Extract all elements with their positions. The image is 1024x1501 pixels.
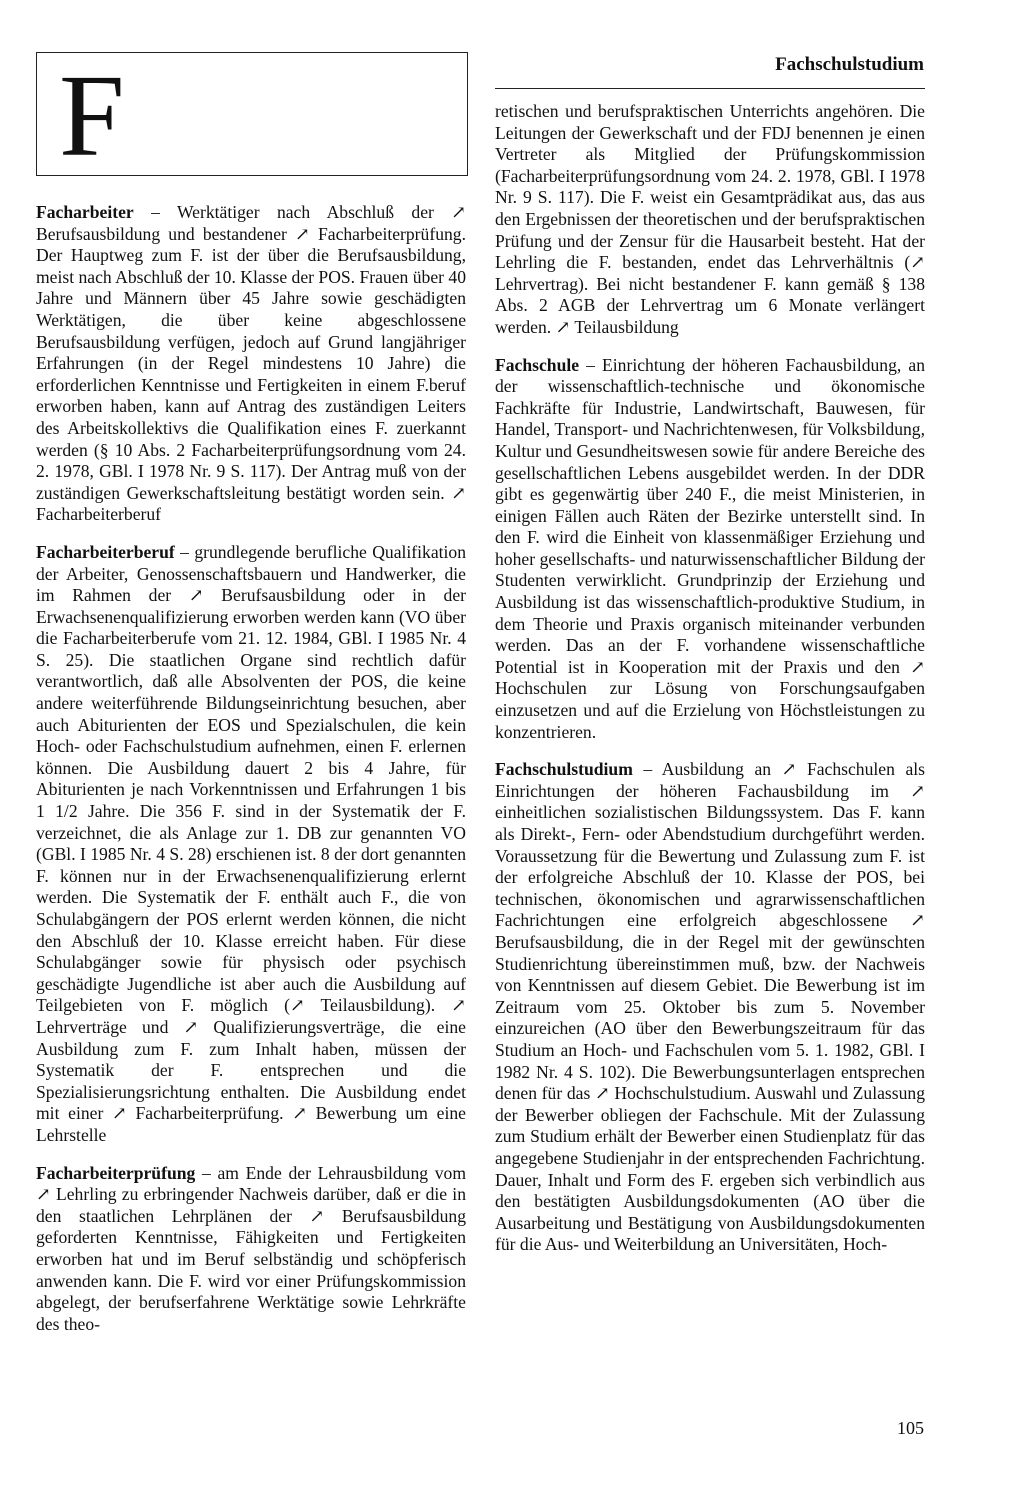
entry-fachschulstudium xyxy=(495,759,925,1256)
entry-text: retischen und berufspraktischen Unterrichts angehören. Die Leitungen der Gewerkschaft und der FDJ benennen je einen Vertreter als Mitglied der Prüfungskommission (Facharbeiterprüfungsordnung vom 24. 2. 1978, GBl. I 1978 Nr. 9 S. 117). Die F. weist ein Gesamtprädikat aus, das aus den Ergebnissen der theoretischen und der berufspraktischen Prüfung und der Zensur für die Hausarbeit besteht. Hat der Lehrling die F. bestanden, endet das Lehrverhältnis (↗ Lehrvertrag). Bei nicht bestandener F. kann gemäß § 138 Abs. 2 AGB der Lehrvertrag um 6 Monate verlängert werden. ↗ Teilausbildung xyxy=(495,101,925,337)
entry-text: – grundlegende berufliche Qualifikation der Arbeiter, Genossenschaftsbauern und Handwerker, die im Rahmen der ↗ Berufsausbildung oder in der Erwachsenenqualifizierung erworben werden kann (VO über die Facharbeiterberufe vom 21. 12. 1984, GBl. I 1985 Nr. 4 S. 25). Die staatlichen Organe sind rechtlich dafür verantwortlich, daß alle Absolventen der POS, die keine andere weiterführende Bildungseinrichtung besuchen, aber auch Abiturienten der EOS und Spezialschulen, die kein Hoch- oder Fachschulstudium aufnehmen, einen F. erlernen können. Die Ausbildung dauert 2 bis 4 Jahre, für Abiturienten je nach Vorkenntnissen und Erfahrungen 1 bis 1 1/2 Jahre. Die 356 F. sind in der Systematik der F. verzeichnet, die als Anlage zur 1. DB zur genannten VO (GBl. I 1985 Nr. 4 S. 28) erschienen ist. 8 der dort genannten F. können nur in der Erwachsenenqualifizierung erlernt werden. Die Systematik der F. enthält auch F., die von Schulabgängern der POS erlernt werden können, die nicht den Abschluß der 10. Klasse erreicht haben. Für diese Schulabgänger sowie für physisch oder psychisch geschädigte Jugendliche ist aber auch die Ausbildung auf Teilgebieten von F. möglich (↗ Teilausbildung). ↗ Lehrverträge und ↗ Qualifizierungsverträge, die eine Ausbildung zum F. zum Inhalt haben, müssen der Systematik der F. entsprechen und die Spezialisierungsrichtung enthalten. Die Ausbildung endet mit einer ↗ Facharbeiterprüfung. ↗ Bewerbung um eine Lehrstelle xyxy=(36,541,466,1145)
page-number: 105 xyxy=(897,1418,924,1438)
entry-facharbeiterberuf xyxy=(36,542,466,1147)
entry-facharbeiterpruefung xyxy=(36,1163,466,1336)
entry-term: Fachschule xyxy=(495,354,580,375)
section-letter-box xyxy=(36,50,468,181)
right-column xyxy=(495,101,925,1272)
running-head: Fachschulstudium xyxy=(775,54,924,75)
entry-term: Facharbeiterprüfung xyxy=(36,1162,196,1183)
entry-term: Facharbeiterberuf xyxy=(36,541,175,562)
section-letter: F xyxy=(59,50,125,181)
entry-fachschule xyxy=(495,355,925,744)
entry-facharbeiterpruefung-continued xyxy=(495,101,925,339)
entry-term: Facharbeiter xyxy=(36,202,134,222)
header-rule xyxy=(495,88,925,89)
entry-text: – Werktätiger nach Abschluß der ↗ Berufsausbildung und bestandener ↗ Facharbeiterprüfung. Der Hauptweg zum F. ist der über die Berufsausbildung, meist nach Abschluß der 10. Klasse der POS. Frauen über 40 Jahre und Männern über 45 Jahre sowie geschädigten Werktätigen, die über keine abgeschlossene Berufsausbildung verfügen, jedoch auf Grund langjähriger Erfahrungen (in der Regel mindestens 10 Jahre) die erforderlichen Kenntnisse und Fertigkeiten in einem F.beruf erworben haben, kann auf Antrag des zuständigen Leiters des Arbeitskollektivs die Qualifikation eines F. zuerkannt werden (§ 10 Abs. 2 Facharbeiterprüfungsordnung vom 24. 2. 1978, GBl. I 1978 Nr. 9 S. 117). Der Antrag muß von der zuständigen Gewerkschaftsleitung bestätigt worden sein. ↗ Facharbeiterberuf xyxy=(36,202,466,525)
entry-facharbeiter xyxy=(36,202,466,526)
entry-text: – Ausbildung an ↗ Fachschulen als Einrichtungen der höheren Fachausbildung im ↗ einheitlichen sozialistischen Bildungssystem. Das F. kann als Direkt-, Fern- oder Abendstudium durchgeführt werden. Voraussetzung für die Bewertung und Zulassung zum F. ist der erfolgreiche Abschluß der 10. Klasse der POS, bei technischen, ökonomischen und agrarwissenschaftlichen Fachrichtungen eine erfolgreich abgeschlossene ↗ Berufsausbildung, die in der Regel mit der gewünschten Studienrichtung übereinstimmen muß, bzw. der Nachweis von Kenntnissen auf diesem Gebiet. Die Bewerbung ist im Zeitraum vom 25. Oktober bis zum 5. November einzureichen (AO über den Bewerbungszeitraum für das Studium an Hoch- und Fachschulen vom 5. 1. 1982, GBl. I 1982 Nr. 4 S. 102). Die Bewerbungsunterlagen entsprechen denen für das ↗ Hochschulstudium. Auswahl und Zulassung der Bewerber obliegen der Fachschule. Mit der Zulassung zum Studium erhält der Bewerber einen Studienplatz für das angegebene Studienjahr in der entsprechenden Fachrichtung. Dauer, Inhalt und Form des F. ergeben sich verbindlich aus den bestätigten Ausbildungsdokumenten (AO über die Ausarbeitung und Bestätigung von Ausbildungsdokumenten für die Aus- und Weiterbildung an Universitäten, Hoch- xyxy=(495,759,925,1255)
left-column xyxy=(36,202,466,1351)
entry-text: – Einrichtung der höheren Fachausbildung, an der wissenschaftlich-technische und ökonomische Fachkräfte für Industrie, Landwirtschaft, Bauwesen, für Handel, Transport- und Nachrichtenwesen, für Volksbildung, Kultur und Gesundheitswesen sowie für andere Bereiche des gesellschaftlichen Lebens ausgebildet werden. In der DDR gibt es gegenwärtig über 240 F., die meist Ministerien, in einigen Fällen auch Räten der Bezirke unterstellt sind. In den F. wird die Einheit von klassenmäßiger Erziehung und hoher gesellschafts- und naturwissenschaftlicher Bildung der Studenten verwirklicht. Grundprinzip der Erziehung und Ausbildung ist das wissenschaftlich-produktive Studium, in dem Theorie und Praxis organisch miteinander verbunden werden. Das an der F. vorhandene wissenschaftliche Potential ist in Kooperation mit der Praxis und den ↗ Hochschulen zur Lösung von Forschungsaufgaben einzusetzen und auf die Erzielung von Höchstleistungen zu konzentrieren. xyxy=(495,354,925,742)
entry-text: – am Ende der Lehrausbildung vom ↗ Lehrling zu erbringender Nachweis darüber, daß er die in den staatlichen Lehrplänen der ↗ Berufsausbildung geforderten Kenntnisse, Fähigkeiten und Fertigkeiten erworben hat und im Beruf selbständig und schöpferisch anwenden kann. Die F. wird vor einer Prüfungskommission abgelegt, der berufserfahrene Werktätige sowie Lehrkräfte des theo- xyxy=(36,1162,466,1334)
entry-term: Fachschulstudium xyxy=(495,759,633,780)
